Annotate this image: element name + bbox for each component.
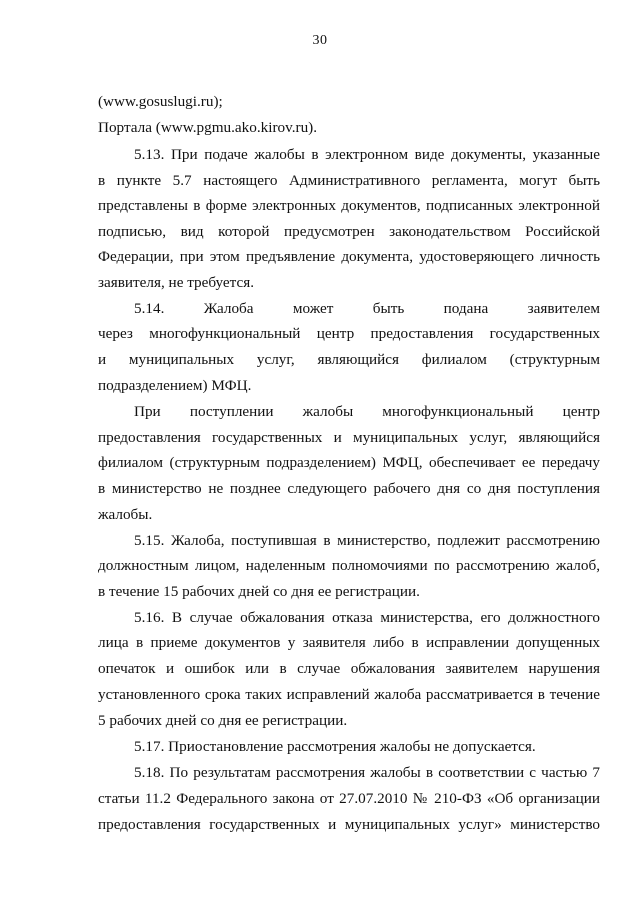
- paragraph-5-18-line: предоставления государственных и муниципальных услуг» министерство: [98, 816, 600, 833]
- paragraph-5-16-line: 5 рабочих дней со дня ее регистрации.: [98, 712, 348, 729]
- paragraph-5-15-line: в течение 15 рабочих дней со дня ее регистрации.: [98, 583, 420, 600]
- paragraph-receipt-line: жалобы.: [98, 506, 153, 523]
- paragraph-5-17-line: 5.17. Приостановление рассмотрения жалобы не допускается.: [134, 738, 536, 755]
- paragraph-5-16-line: установленного срока таких исправлений жалоба рассматривается в течение: [98, 686, 600, 703]
- paragraph-receipt-line: При поступлении жалобы многофункциональный центр: [134, 403, 600, 420]
- paragraph-5-13-line: Федерации, при этом предъявление документа, удостоверяющего личность: [98, 248, 600, 265]
- paragraph-receipt-line: предоставления государственных и муниципальных услуг, являющийся: [98, 429, 600, 446]
- paragraph-receipt-line: в министерство не позднее следующего рабочего дня со дня поступления: [98, 480, 600, 497]
- paragraph-5-14-line: и муниципальных услуг, являющийся филиалом (структурным: [98, 351, 600, 368]
- paragraph-5-13-line: подписью, вид которой предусмотрен законодательством Российской: [98, 223, 600, 240]
- paragraph-5-16-line: опечаток и ошибок или в случае обжалования заявителем нарушения: [98, 660, 600, 677]
- paragraph-5-14-line: 5.14. Жалоба может быть подана заявителем: [134, 300, 600, 317]
- paragraph-receipt-line: филиалом (структурным подразделением) МФЦ, обеспечивает ее передачу: [98, 454, 600, 471]
- paragraph-5-16-line: лица в приеме документов у заявителя либо в исправлении допущенных: [98, 634, 600, 651]
- paragraph-5-14-line: подразделением) МФЦ.: [98, 377, 252, 394]
- paragraph-5-13-line: представлены в форме электронных документов, подписанных электронной: [98, 197, 600, 214]
- text-line: (www.gosuslugi.ru);: [98, 93, 223, 110]
- paragraph-5-14-line: через многофункциональный центр предоставления государственных: [98, 325, 600, 342]
- paragraph-5-16-line: 5.16. В случае обжалования отказа министерства, его должностного: [134, 609, 600, 626]
- paragraph-5-15-line: 5.15. Жалоба, поступившая в министерство, подлежит рассмотрению: [134, 532, 600, 549]
- paragraph-5-18-line: 5.18. По результатам рассмотрения жалобы в соответствии с частью 7: [134, 764, 600, 781]
- paragraph-5-18-line: статьи 11.2 Федерального закона от 27.07.2010 № 210-ФЗ «Об организации: [98, 790, 600, 807]
- text-line: Портала (www.pgmu.ako.kirov.ru).: [98, 119, 318, 136]
- paragraph-5-13-line: в пункте 5.7 настоящего Административного регламента, могут быть: [98, 172, 600, 189]
- paragraph-5-15-line: должностным лицом, наделенным полномочиями по рассмотрению жалоб,: [98, 557, 600, 574]
- paragraph-5-13-line: 5.13. При подаче жалобы в электронном виде документы, указанные: [134, 146, 600, 163]
- page-number: 30: [312, 33, 328, 48]
- paragraph-5-13-line: заявителя, не требуется.: [98, 274, 255, 291]
